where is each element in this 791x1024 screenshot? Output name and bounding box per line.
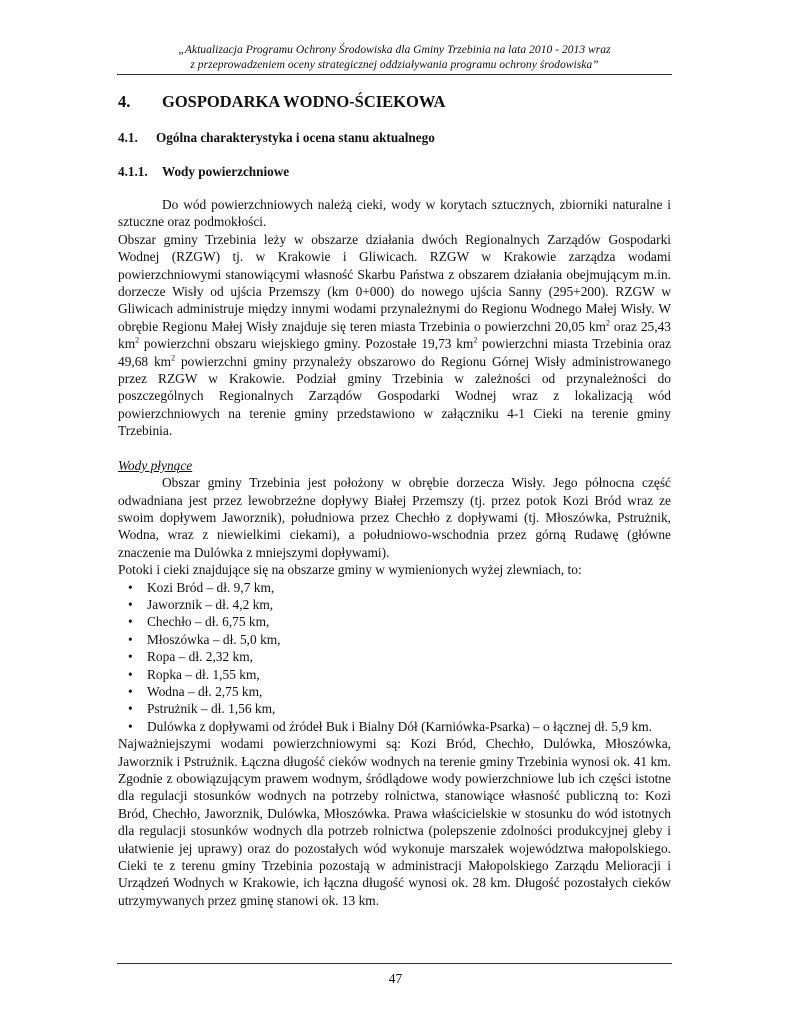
intro-paragraph: Do wód powierzchniowych należą cieki, wody w korytach sztucznych, zbiorniki naturalne i sztuczne oraz podmokłości. xyxy=(118,197,671,230)
rzgw-text-b: oraz 25,43 km xyxy=(118,318,671,352)
subsection-heading xyxy=(118,164,289,180)
section-number: 4.1. xyxy=(118,130,138,145)
bullet-icon: • xyxy=(128,596,133,612)
list-item: • Młoszówka – dł. 5,0 km, xyxy=(128,631,281,647)
bullet-icon: • xyxy=(128,701,133,717)
rzgw-text-c: powierzchni obszaru wiejskiego gminy. Pozostałe 19,73 km xyxy=(139,336,474,352)
list-item: • Jaworznik – dł. 4,2 km, xyxy=(128,596,274,612)
bullet-icon: • xyxy=(128,579,133,595)
superscript-2: 2 xyxy=(135,335,140,345)
running-header xyxy=(117,42,672,72)
list-item: • Ropka – dł. 1,55 km, xyxy=(128,666,260,682)
list-item: • Pstrużnik – dł. 1,56 km, xyxy=(128,701,276,717)
streams-list-intro: Potoki i cieki znajdujące się na obszarze gminy w wymienionych wyżej zlewniach, to: xyxy=(118,562,582,578)
bullet-icon: • xyxy=(128,649,133,665)
chapter-heading xyxy=(118,92,445,112)
flowing-waters-paragraph: Obszar gminy Trzebinia jest położony w obrębie dorzecza Wisły. Jego północna część odwadniana jest przez lewobrzeżne dopływy Białej Przemszy (tj. przez potok Kozi Bród wraz ze swoim dopływem Jaworznik), południowa przez Chechło z dopływami (tj. Młoszówka, Pstrużnik, Wodna, wraz z niewielkimi ciekami), a południowo-wschodnia przez górną Rudawę (główne znaczenie ma Dulówka z mniejszymi dopływami). xyxy=(118,475,671,560)
section-title: Ogólna charakterystyka i ocena stanu aktualnego xyxy=(156,130,435,145)
bullet-icon: • xyxy=(128,683,133,699)
closing-paragraph: Najważniejszymi wodami powierzchniowymi są: Kozi Bród, Chechło, Dulówka, Młoszówka, Jaworznik i Pstrużnik. Łączna długość cieków wodnych na terenie gminy Trzebinia wynosi ok. 41 km. Zgodnie z obowiązującym prawem wodnym, śródlądowe wody powierzchniowe lub ich części istotne dla regulacji stosunków wodnych na potrzeby rolnictwa, stanowiące własność publiczną to: Kozi Bród, Chechło, Jaworznik, Dulówka, Młoszówka. Prawa właścicielskie w stosunku do wód istotnych dla regulacji stosunków wodnych dla potrzeb rolnictwa (polepszenie zdolności produkcyjnej gleby i ułatwienie jej uprawy) oraz do pozostałych wód wykonuje marszałek województwa małopolskiego. Cieki te z terenu gminy Trzebinia pozostają w administracji Małopolskiego Zarządu Melioracji i Urządzeń Wodnych w Krakowie, ich łączna długość wynosi ok. 28 km. Długość pozostałych cieków utrzymywanych przez gminę stanowi ok. 13 km. xyxy=(118,736,671,908)
bullet-icon: • xyxy=(128,666,133,682)
chapter-title: GOSPODARKA WODNO-ŚCIEKOWA xyxy=(162,92,446,111)
body-text xyxy=(118,196,671,909)
list-item: • Kozi Bród – dł. 9,7 km, xyxy=(128,579,275,595)
superscript-2: 2 xyxy=(605,318,610,328)
chapter-number: 4. xyxy=(118,92,131,111)
rzgw-text-e: powierzchni gminy przynależy obszarowo do Regionu Górnej Wisły administrowanego przez RZGW w Krakowie. Podział gminy Trzebinia w zależności od przynależności do poszczególnych Regionalnych Zarządów Gospodarki Wodnej wraz z lokalizacją wód powierzchniowych na terenie gminy przedstawiono w załączniku 4-1 Cieki na terenie gminy Trzebinia. xyxy=(118,353,671,439)
list-item: • Ropa – dł. 2,32 km, xyxy=(128,649,254,665)
bullet-icon: • xyxy=(128,614,133,630)
superscript-2: 2 xyxy=(473,335,478,345)
streams-list xyxy=(118,579,671,736)
page-number: 47 xyxy=(388,971,403,986)
rzgw-text-a: Obszar gminy Trzebinia leży w obszarze działania dwóch Regionalnych Zarządów Gospodarki Wodnej (RZGW) tj. w Krakowie i Gliwicach. RZGW w Krakowie zarządza wodami powierzchniowymi stanowiącymi własność Skarbu Państwa z obszarem działania obejmującym m.in. dorzecze Wisły od ujścia Przemszy (km 0+000) do nowego ujścia Sanny (295+200). RZGW w Gliwicach administruje między innymi wodami przynależnymi do Regionu Wodnego Małej Wisły. W obrębie Regionu Małej Wisły znajduje się teren miasta Trzebinia o powierzchni 20,05 km xyxy=(118,231,671,334)
superscript-2: 2 xyxy=(171,353,176,363)
header-line-1: „Aktualizacja Programu Ochrony Środowiska dla Gminy Trzebinia na lata 2010 - 2013 wraz xyxy=(178,43,611,56)
footer-divider xyxy=(117,963,672,964)
bullet-icon: • xyxy=(128,631,133,647)
subsection-number: 4.1.1. xyxy=(118,164,148,179)
subsection-title: Wody powierzchniowe xyxy=(162,164,290,179)
section-heading xyxy=(118,130,435,146)
rzgw-paragraph xyxy=(118,231,671,440)
bullet-icon: • xyxy=(128,718,133,734)
list-item: • Chechło – dł. 6,75 km, xyxy=(128,614,270,630)
list-item: • Wodna – dł. 2,75 km, xyxy=(128,683,263,699)
rzgw-text-d: powierzchni miasta Trzebinia oraz 49,68 km xyxy=(118,336,671,369)
flowing-waters-heading: Wody płynące xyxy=(118,457,193,473)
header-line-2: z przeprowadzeniem oceny strategicznej oddziaływania programu ochrony środowiska” xyxy=(190,58,599,71)
list-item: • Dulówka z dopływami od źródeł Buk i Bialny Dół (Karniówka-Psarka) – o łącznej dł. 5,9 km. xyxy=(128,718,653,734)
header-divider xyxy=(117,74,672,75)
